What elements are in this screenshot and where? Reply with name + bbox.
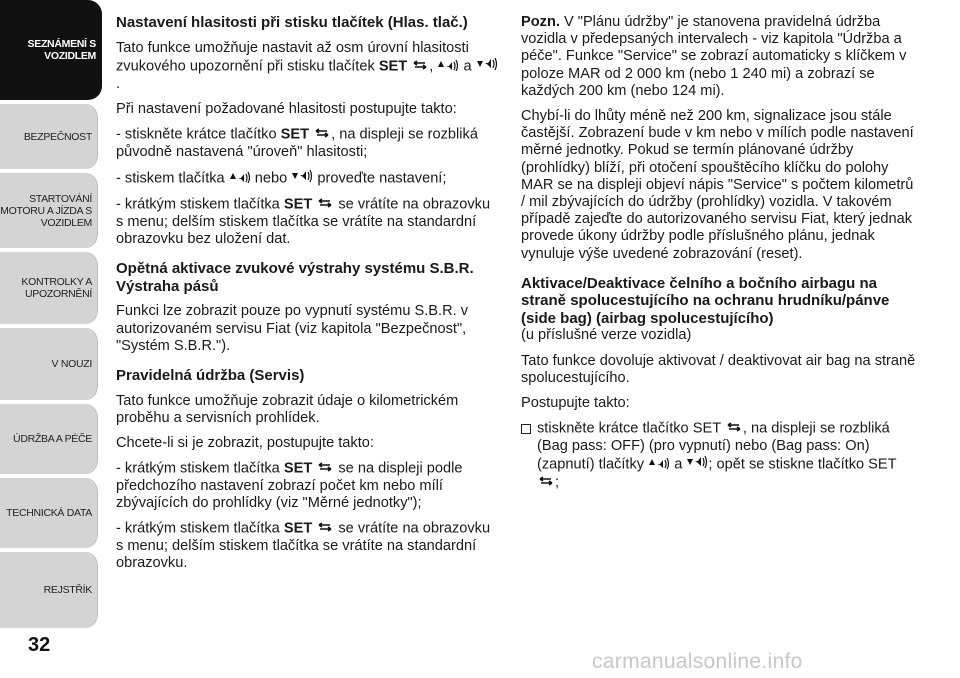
- text: , na displeji se rozbliká původně nastavená "úroveň" hlasitosti;: [116, 126, 478, 160]
- tab-label: KONTROLKY A UPOZORNĚNÍ: [21, 276, 92, 300]
- paragraph: Chybí-li do lhůty méně než 200 km, signalizace jsou stále častější. Zobrazení bude v km nebo v mílích podle nastavení měrné jednotky. Pokud se termín plánované údržby (prohlídky) blíží, při otočení spouštěcího klíčku do polohy MAR se na displeji objeví nápis "Service" s počtem kilometrů / mil zbývajících do údržby (prohlídky) vozidla. V takovém případě zajeďte do autorizovaného servisu Fiat, který jednak provede úkony údržby podle příslušného plánu, jednak vynuluje výše uvedené zobrazování (reset).: [521, 108, 914, 262]
- tab-bezpecnost[interactable]: [0, 104, 100, 169]
- text: - stiskem tlačítka: [116, 170, 229, 187]
- paragraph: [116, 460, 498, 512]
- text: - krátkým stiskem tlačítka: [116, 520, 284, 537]
- heading-text: Aktivace/Deaktivace čelního a bočního airbagu na straně spolucestujícího na ochranu hrudníku/pánve (side bag) (airbag spolucestujícího): [521, 274, 890, 327]
- tab-kontrolky-a-upozorneni[interactable]: [0, 252, 100, 324]
- set-return-icon: [313, 126, 331, 143]
- text: ; opět se stiskne tlačítko SET: [708, 456, 897, 473]
- paragraph: [116, 520, 498, 572]
- paragraph: [116, 196, 498, 248]
- volume-down-icon: [476, 57, 498, 76]
- note-paragraph: [521, 14, 917, 100]
- text: V "Plánu údržby" je stanovena pravidelná údržba vozidla v předepsaných intervalech - viz kapitola "Údržba a péče". Funkce "Service" se zobrazí automaticky s klíčkem v poloze MAR od 2 000 km (nebo 1 240 mi) a zobrazí se každých 200 km (nebo 124 mi).: [521, 14, 907, 99]
- set-return-icon: [537, 474, 555, 491]
- tab-label: BEZPEČNOST: [23, 130, 92, 143]
- text: stiskněte krátce tlačítko SET: [537, 420, 725, 437]
- volume-down-icon: [291, 169, 313, 188]
- heading-hlasitost-tlacitek: Nastavení hlasitosti při stisku tlačítek (Hlas. tlač.): [116, 14, 468, 31]
- text: proveďte nastavení;: [317, 170, 447, 187]
- text: Tato funkce umožňuje nastavit až osm úrovní hlasitosti zvukového upozornění při stisku tlačítek: [116, 39, 469, 75]
- left-column: [116, 14, 498, 580]
- paragraph: Chcete-li si je zobrazit, postupujte takto:: [116, 434, 374, 451]
- paragraph: Funkci lze zobrazit pouze po vypnutí systému S.B.R. v autorizovaném servisu Fiat (viz kapitola "Bezpečnost", "Systém S.B.R.").: [116, 303, 469, 354]
- heading-subtitle: (u příslušné verze vozidla): [521, 327, 692, 344]
- paragraph: Tato funkce umožňuje zobrazit údaje o kilometrickém proběhu a servisních prohlídek.: [116, 392, 459, 426]
- volume-up-icon: [229, 169, 251, 188]
- tab-startovani-motoru[interactable]: [0, 173, 100, 248]
- set-return-icon: [316, 196, 334, 213]
- set-label: SET: [283, 196, 313, 213]
- chapter-sidebar: [0, 0, 104, 678]
- tab-udrzba-a-pece[interactable]: [0, 404, 100, 474]
- text: se vrátíte na obrazovku s menu; delším stiskem tlačítka se vrátíte na standardní obrazovku bez uložení dat.: [116, 196, 491, 248]
- heading-airbag: [521, 275, 917, 328]
- list-item-text: [537, 420, 917, 492]
- set-label: SET: [378, 58, 408, 75]
- right-column: [521, 14, 917, 492]
- text: - stiskněte krátce tlačítko: [116, 126, 281, 143]
- paragraph: Postupujte takto:: [521, 394, 630, 411]
- text: - krátkým stiskem tlačítka: [116, 460, 284, 477]
- text: ;: [555, 474, 560, 491]
- tab-label: ÚDRŽBA A PÉČE: [13, 433, 92, 445]
- tab-label: V NOUZI: [51, 358, 92, 370]
- paragraph: [116, 169, 498, 188]
- set-label: SET: [283, 520, 313, 537]
- paragraph: [116, 40, 498, 94]
- page-number: 32: [28, 634, 51, 656]
- text: a: [463, 58, 472, 75]
- text: a: [674, 456, 683, 473]
- note-label: Pozn.: [521, 14, 560, 30]
- set-label: SET: [280, 126, 310, 143]
- watermark: carmanualsonline.info: [592, 650, 803, 673]
- set-return-icon: [316, 460, 334, 477]
- volume-down-icon: [686, 455, 708, 474]
- volume-up-icon: [648, 455, 670, 474]
- set-return-icon: [411, 58, 429, 75]
- text: , na displeji se rozbliká (Bag pass: OFF) (pro vypnutí) nebo (Bag pass: On) (zapnutí) tlačítky: [537, 420, 890, 473]
- tab-label: SEZNÁMENÍ S VOZIDLEM: [27, 38, 96, 62]
- tab-label: STARTOVÁNÍ MOTORU A JÍZDA S VOZIDLEM: [0, 192, 92, 229]
- list-item: [521, 420, 917, 492]
- text: - krátkým stiskem tlačítka: [116, 196, 284, 213]
- heading-sbr: Opětná aktivace zvukové výstrahy systému S.B.R. Výstraha pásů: [116, 260, 474, 295]
- tab-seznameni-s-vozidlem[interactable]: [0, 0, 102, 100]
- text: se na displeji podle předchozího nastavení zobrazí počet km nebo mílí zbývajících do prohlídky (viz "Měrné jednotky");: [116, 460, 463, 512]
- volume-up-icon: [437, 57, 459, 76]
- text: nebo: [254, 170, 288, 187]
- tab-v-nouzi[interactable]: [0, 328, 100, 400]
- tab-rejstrik[interactable]: [0, 552, 100, 628]
- heading-servis: Pravidelná údržba (Servis): [116, 367, 305, 385]
- paragraph: [116, 126, 498, 161]
- tab-label: TECHNICKÁ DATA: [6, 507, 92, 519]
- paragraph: Při nastavení požadované hlasitosti postupujte takto:: [116, 101, 457, 118]
- bullet-box: [521, 424, 531, 434]
- text: .: [116, 75, 121, 92]
- set-return-icon: [725, 420, 743, 437]
- tab-technicka-data[interactable]: [0, 478, 100, 548]
- text: se vrátíte na obrazovku s menu; delším stiskem tlačítka se vrátíte na standardní obrazovku.: [116, 520, 491, 572]
- set-return-icon: [316, 520, 334, 537]
- tab-label: REJSTŘÍK: [43, 584, 92, 596]
- paragraph: Tato funkce dovoluje aktivovat / deaktivovat air bag na straně spolucestujícího.: [521, 352, 916, 386]
- set-label: SET: [283, 460, 313, 477]
- text: ,: [429, 58, 434, 75]
